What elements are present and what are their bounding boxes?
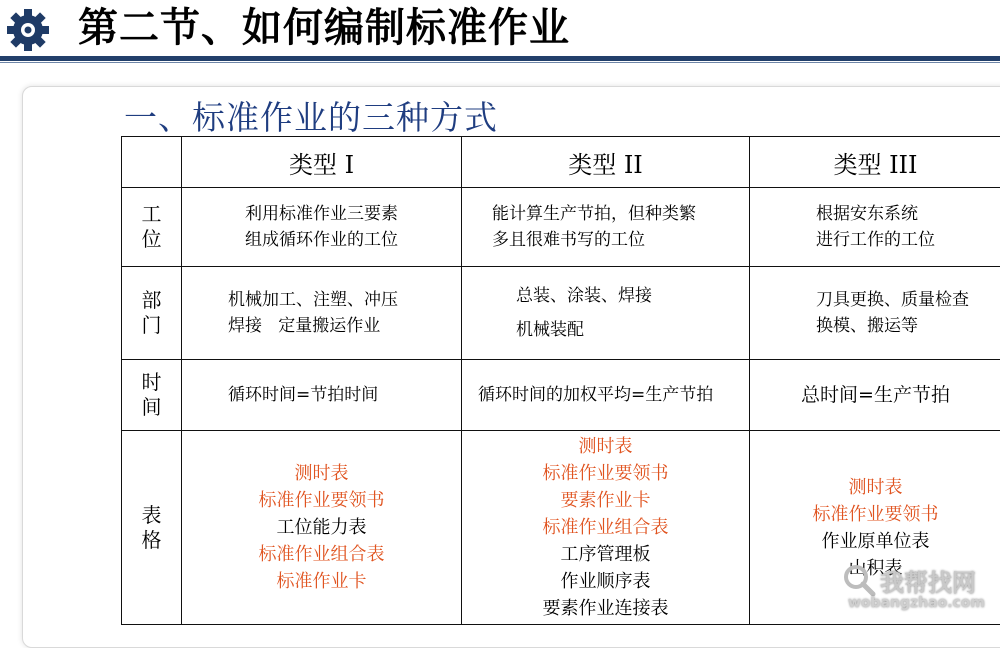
magnifier-icon [842,563,876,597]
cell-line: 循环时间的加权平均=生产节拍 [478,382,749,408]
table-header-row [122,137,1000,188]
gear-icon [6,8,50,52]
table-cell [182,267,462,360]
section-subtitle: 一、标准作业的三种方式 [124,92,498,139]
row-label-char: 时 [122,370,181,395]
table-cell [462,431,750,625]
cell-line: 根据安东系统 [816,201,1000,227]
row-label-department [122,267,182,360]
header-empty-cell [122,137,182,188]
row-label-workstation [122,188,182,267]
row-label-forms [122,431,182,625]
table-cell [750,360,1000,431]
watermark-text: 我帮找网 [880,563,976,598]
table-cell [750,267,1000,360]
cell-line: 进行工作的工位 [816,227,1000,253]
form-name: 山积表 [750,555,1000,582]
standard-work-table [121,136,1000,625]
cell-line: 机械加工、注塑、冲压 [228,287,461,313]
cell-line: 多且很难书写的工位 [492,227,749,253]
cell-line: 总装、涂装、焊接 [516,283,749,309]
title-underline-thin [0,62,1000,63]
form-name: 标准作业组合表 [182,541,461,568]
cell-line: 组成循环作业的工位 [182,227,461,253]
page-title: 第二节、如何编制标准作业 [78,2,570,54]
form-name: 标准作业要领书 [462,460,749,487]
form-name: 测时表 [462,433,749,460]
table-cell [182,431,462,625]
title-underline [0,56,1000,61]
table-row-department [122,267,1000,360]
table-cell [182,360,462,431]
cell-line: 总时间=生产节拍 [750,382,1000,408]
form-name: 标准作业要领书 [182,487,461,514]
form-name: 标准作业组合表 [462,514,749,541]
watermark-url: wobangzhao.com [848,595,985,611]
site-watermark [842,561,992,617]
form-name: 测时表 [182,460,461,487]
form-name: 测时表 [750,474,1000,501]
column-header-type-2: 类型 II [462,137,750,188]
row-label-char: 部 [122,288,181,313]
cell-line: 循环时间=节拍时间 [228,382,461,408]
form-name: 作业原单位表 [750,528,1000,555]
row-label-char: 工 [122,202,181,227]
cell-line: 换模、搬运等 [816,313,1000,339]
table-cell [182,188,462,267]
cell-line: 利用标准作业三要素 [182,201,461,227]
row-label-char: 格 [122,528,181,553]
table-row-time [122,360,1000,431]
row-label-char: 位 [122,227,181,252]
form-name: 标准作业卡 [182,568,461,595]
form-name: 要素作业卡 [462,487,749,514]
cell-line: 焊接 定量搬运作业 [228,313,461,339]
row-label-char: 表 [122,503,181,528]
table-cell [462,188,750,267]
table-cell [462,360,750,431]
row-label-time [122,360,182,431]
table-cell [462,267,750,360]
table-cell [750,188,1000,267]
row-label-char: 门 [122,313,181,338]
form-name: 要素作业连接表 [462,595,749,622]
table-row-workstation [122,188,1000,267]
column-header-type-1: 类型 I [182,137,462,188]
row-label-char: 间 [122,395,181,420]
form-name: 作业顺序表 [462,568,749,595]
form-name: 工序管理板 [462,541,749,568]
form-name: 标准作业要领书 [750,501,1000,528]
cell-line: 能计算生产节拍，但种类繁 [492,201,749,227]
cell-line: 刀具更换、质量检查 [816,287,1000,313]
column-header-type-3: 类型 III [750,137,1000,188]
cell-line: 机械装配 [516,317,749,343]
form-name: 工位能力表 [182,514,461,541]
